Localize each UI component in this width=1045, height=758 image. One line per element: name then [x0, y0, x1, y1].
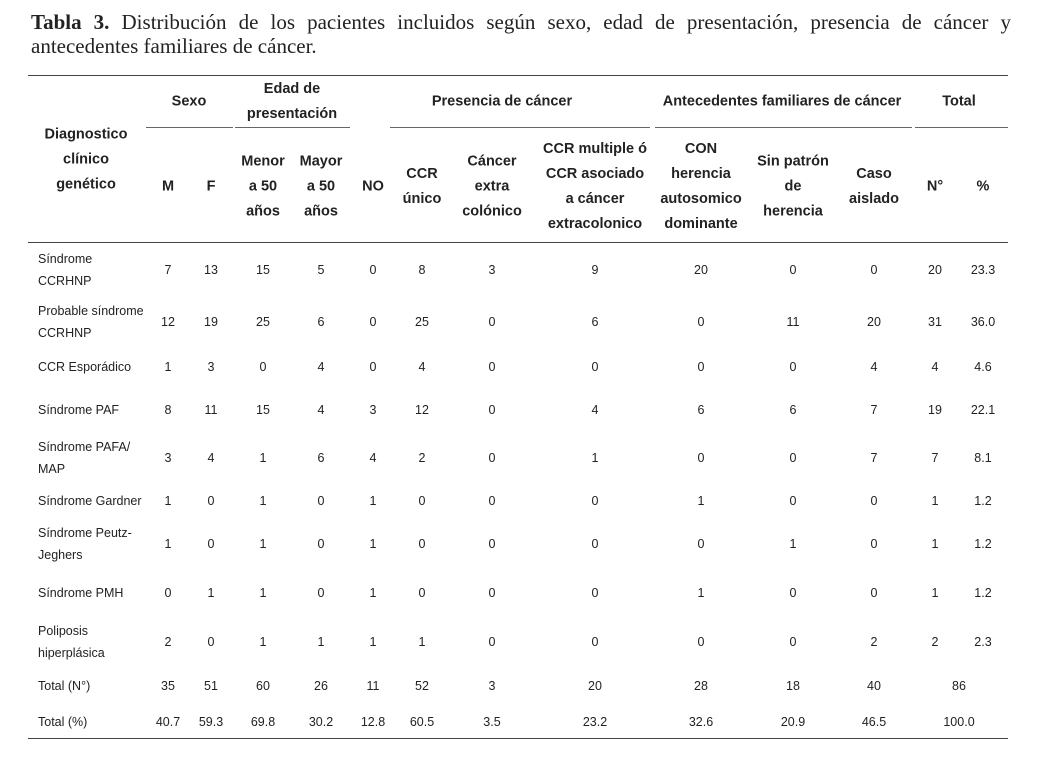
table-cell: 0 [317, 586, 325, 600]
group-header-edad: Edad de presentación [246, 81, 338, 122]
table-cell: 0 [369, 263, 377, 277]
table-cell: 3 [488, 263, 496, 277]
table-cell: 0 [591, 586, 599, 600]
table-cell: 0 [259, 360, 267, 374]
table-cell: 31 [928, 315, 942, 329]
group-header-presencia: Presencia de cáncer [431, 93, 573, 110]
table-cell: 0 [789, 360, 797, 374]
table-cell: 8 [418, 263, 426, 277]
table-cell: 4 [317, 403, 325, 417]
table-cell: 1 [259, 586, 267, 600]
header-bottom-rule [28, 242, 1008, 243]
total-cell: 59.3 [198, 715, 224, 729]
column-header: F [206, 178, 216, 195]
table-cell: 11 [786, 315, 800, 329]
table-cell: 2 [418, 451, 426, 465]
table-cell: 1 [317, 635, 325, 649]
table-cell: 0 [697, 315, 705, 329]
table-cell: 15 [256, 403, 270, 417]
table-cell: 0 [789, 451, 797, 465]
table-cell: 1 [697, 586, 705, 600]
table-cell: 0 [488, 586, 496, 600]
table-cell: 4.6 [974, 360, 992, 374]
table-cell: 1 [164, 494, 172, 508]
column-header: Caso aislado [849, 166, 899, 207]
total-cell: 69.8 [250, 715, 276, 729]
table-cell: 0 [870, 263, 878, 277]
column-header: N° [926, 178, 944, 195]
table-cell: 1.2 [974, 537, 992, 551]
table-caption [31, 10, 1011, 58]
column-header: Menor a 50 años [241, 153, 285, 220]
table-cell: 0 [488, 360, 496, 374]
table-cell: 5 [317, 263, 325, 277]
total-cell: 40.7 [155, 715, 181, 729]
table-cell: 0 [164, 586, 172, 600]
table-cell: 12 [415, 403, 429, 417]
row-label: Síndrome PAF [38, 403, 120, 417]
group-underline [915, 127, 1008, 128]
row-label: Poliposis hiperplásica [38, 624, 105, 660]
table-cell: 4 [931, 360, 939, 374]
row-label: Síndrome PAFA/ MAP [38, 440, 131, 476]
total-cell: 3.5 [483, 715, 501, 729]
column-header: Mayor a 50 años [299, 153, 343, 220]
table-cell: 4 [369, 451, 377, 465]
table-cell: 1 [789, 537, 797, 551]
total-cell: 28 [694, 679, 708, 693]
table-cell: 1 [591, 451, 599, 465]
table-cell: 11 [204, 403, 218, 417]
table-cell: 6 [317, 451, 325, 465]
table-cell: 0 [488, 537, 496, 551]
table-cell: 19 [204, 315, 218, 329]
table-cell: 20 [928, 263, 942, 277]
group-header-sexo: Sexo [171, 93, 207, 110]
table-cell: 9 [591, 263, 599, 277]
table-cell: 0 [591, 360, 599, 374]
table-cell: 15 [256, 263, 270, 277]
table-cell: 1 [931, 494, 939, 508]
table-cell: 0 [697, 537, 705, 551]
bottom-rule [28, 738, 1008, 739]
table-cell: 0 [418, 537, 426, 551]
total-cell: 20 [588, 679, 602, 693]
table-cell: 0 [789, 586, 797, 600]
row-label: Probable síndrome CCRHNP [38, 304, 144, 340]
table-cell: 0 [697, 360, 705, 374]
column-header: CON herencia autosomico dominante [660, 141, 742, 232]
table-cell: 20 [694, 263, 708, 277]
table-cell: 2 [931, 635, 939, 649]
table-cell: 2 [870, 635, 878, 649]
total-cell: 11 [366, 679, 380, 693]
table-cell: 0 [418, 494, 426, 508]
total-cell: 26 [314, 679, 328, 693]
total-cell: 40 [867, 679, 881, 693]
group-header-total: Total [942, 93, 976, 110]
table-cell: 0 [789, 494, 797, 508]
table-cell: 1 [164, 537, 172, 551]
table-cell: 2.3 [974, 635, 992, 649]
table-cell: 6 [591, 315, 599, 329]
column-header: CCR único [402, 166, 442, 207]
total-cell: 12.8 [360, 715, 386, 729]
table-cell: 1 [259, 451, 267, 465]
group-underline [146, 127, 233, 128]
table-cell: 6 [789, 403, 797, 417]
table-cell: 1 [369, 494, 377, 508]
table-cell: 4 [418, 360, 426, 374]
table-cell: 0 [870, 494, 878, 508]
total-cell: 35 [161, 679, 175, 693]
column-header: M [161, 178, 175, 195]
table-cell: 1 [369, 586, 377, 600]
total-cell: 3 [488, 679, 496, 693]
table-cell: 6 [697, 403, 705, 417]
table-cell: 0 [369, 315, 377, 329]
table-cell: 0 [591, 635, 599, 649]
table-cell: 0 [207, 537, 215, 551]
total-cell: 23.2 [582, 715, 608, 729]
row-label-header: Diagnostico clínico genético [44, 126, 128, 193]
table-cell: 1 [369, 635, 377, 649]
table-cell: 1 [207, 586, 215, 600]
table-cell: 0 [697, 451, 705, 465]
table-cell: 13 [204, 263, 218, 277]
table-cell: 22.1 [970, 403, 996, 417]
group-underline [235, 127, 350, 128]
table-cell: 3 [164, 451, 172, 465]
group-header-antecedentes: Antecedentes familiares de cáncer [662, 93, 902, 110]
table-cell: 2 [164, 635, 172, 649]
total-cell: 32.6 [688, 715, 714, 729]
caption-label: Tabla 3. [31, 10, 110, 34]
table-cell: 3 [207, 360, 215, 374]
total-cell: 51 [204, 679, 218, 693]
grand-total-cell: 100.0 [943, 715, 975, 729]
top-rule [28, 75, 1008, 76]
table-cell: 7 [870, 403, 878, 417]
table-cell: 0 [317, 494, 325, 508]
table-cell: 0 [789, 263, 797, 277]
column-header: NO [362, 178, 384, 195]
table-cell: 25 [415, 315, 429, 329]
column-header: CCR multiple ó CCR asociado a cáncer extracolonico [543, 141, 647, 232]
table-cell: 0 [488, 403, 496, 417]
row-label: Síndrome Peutz-Jeghers [38, 526, 132, 562]
table-cell: 1 [164, 360, 172, 374]
column-header: Sin patrón de herencia [757, 153, 829, 220]
total-cell: 60.5 [409, 715, 435, 729]
table-cell: 0 [697, 635, 705, 649]
total-cell: 20.9 [780, 715, 806, 729]
table-cell: 12 [161, 315, 175, 329]
table-cell: 0 [870, 586, 878, 600]
table-cell: 1.2 [974, 494, 992, 508]
table-cell: 19 [928, 403, 942, 417]
table-cell: 1 [697, 494, 705, 508]
table-cell: 25 [256, 315, 270, 329]
column-header: % [976, 178, 990, 195]
grand-total-cell: 86 [952, 679, 966, 693]
row-label: Síndrome CCRHNP [38, 252, 93, 288]
table-cell: 0 [207, 635, 215, 649]
total-cell: 18 [786, 679, 800, 693]
table-cell: 0 [488, 635, 496, 649]
table-cell: 0 [488, 494, 496, 508]
table-cell: 0 [870, 537, 878, 551]
table-cell: 1 [259, 494, 267, 508]
table-cell: 4 [870, 360, 878, 374]
total-cell: 52 [415, 679, 429, 693]
table-cell: 0 [591, 537, 599, 551]
column-header: Cáncer extra colónico [462, 153, 522, 220]
table-cell: 1 [259, 537, 267, 551]
row-label: Síndrome Gardner [38, 494, 142, 508]
table-cell: 8 [164, 403, 172, 417]
table-cell: 1 [259, 635, 267, 649]
table-cell: 0 [317, 537, 325, 551]
table-cell: 0 [207, 494, 215, 508]
total-cell: 46.5 [861, 715, 887, 729]
table-cell: 0 [369, 360, 377, 374]
table-cell: 4 [591, 403, 599, 417]
table-cell: 23.3 [970, 263, 996, 277]
group-underline [655, 127, 912, 128]
caption-text: Distribución de los pacientes incluidos según sexo, edad de presentación, presencia de cáncer y antecedentes familiares de cáncer. [31, 10, 1012, 58]
table-cell: 1 [418, 635, 426, 649]
table-cell: 1.2 [974, 586, 992, 600]
table-cell: 1 [931, 537, 939, 551]
row-label: CCR Esporádico [38, 360, 132, 374]
table-cell: 6 [317, 315, 325, 329]
table-cell: 4 [207, 451, 215, 465]
table-cell: 4 [317, 360, 325, 374]
table-cell: 1 [931, 586, 939, 600]
row-label: Síndrome PMH [38, 586, 124, 600]
table-cell: 20 [867, 315, 881, 329]
group-underline [390, 127, 650, 128]
table-cell: 7 [164, 263, 172, 277]
table-cell: 7 [870, 451, 878, 465]
table-cell: 0 [488, 315, 496, 329]
table-cell: 0 [591, 494, 599, 508]
table-cell: 0 [418, 586, 426, 600]
table-cell: 8.1 [974, 451, 992, 465]
total-row-label: Total (%) [38, 715, 88, 729]
table-cell: 7 [931, 451, 939, 465]
table-cell: 36.0 [970, 315, 996, 329]
table-cell: 3 [369, 403, 377, 417]
total-cell: 30.2 [308, 715, 334, 729]
total-cell: 60 [256, 679, 270, 693]
table-cell: 1 [369, 537, 377, 551]
table-cell: 0 [488, 451, 496, 465]
table-cell: 0 [789, 635, 797, 649]
total-row-label: Total (N°) [38, 679, 91, 693]
